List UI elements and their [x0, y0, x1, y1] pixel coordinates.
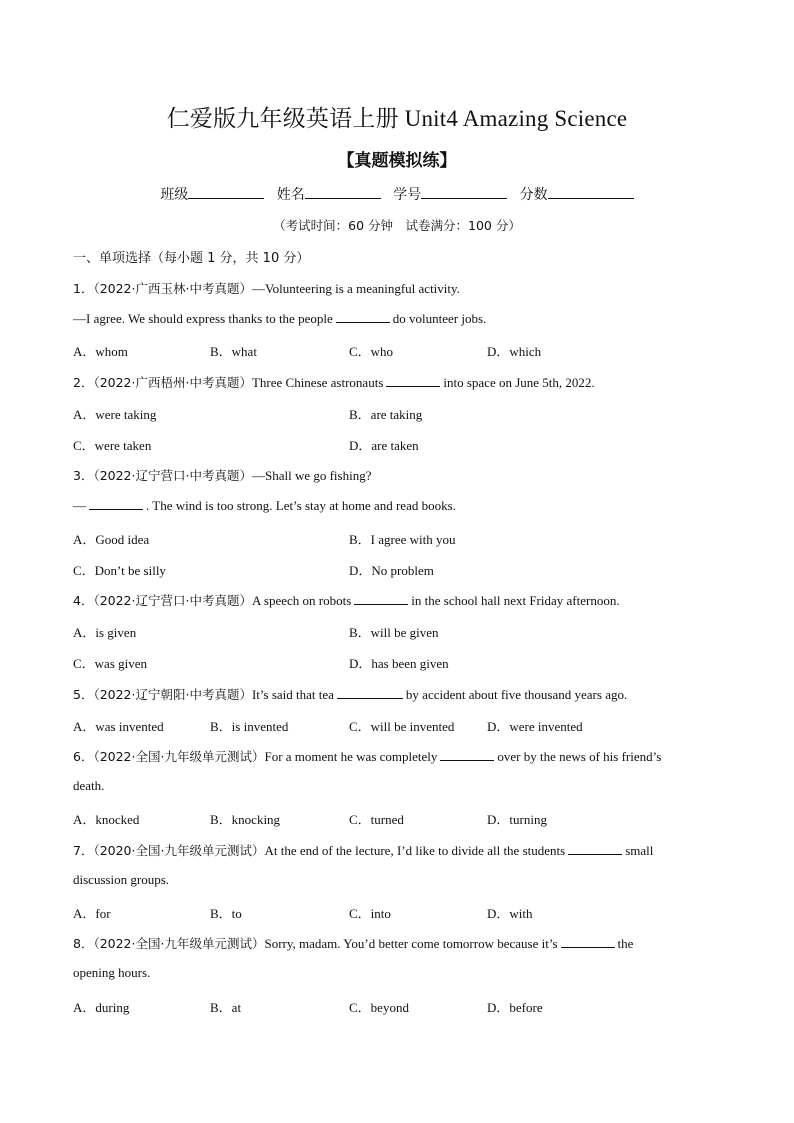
q3-option-c[interactable]: C．Don’t be silly	[73, 563, 166, 578]
question-source: （2022·广西玉林·中考真题）	[93, 281, 252, 296]
q4-option-d[interactable]: D．has been given	[349, 656, 449, 671]
q2-option-a[interactable]: A．were taking	[73, 407, 157, 422]
score-label: 分数	[519, 187, 548, 203]
question-source: （2022·全国·九年级单元测试）	[93, 936, 265, 951]
question-source: （2022·辽宁营口·中考真题）	[93, 593, 252, 608]
question-4-stem: 4．（2022·辽宁营口·中考真题）A speech on robots in the school hall next Friday afternoon.	[73, 593, 620, 608]
q2-option-d[interactable]: D．are taken	[349, 438, 419, 453]
answer-blank[interactable]	[354, 592, 408, 605]
question-8-stem: 8．（2022·全国·九年级单元测试）Sorry, madam. You’d better come tomorrow because it’s the	[73, 936, 634, 951]
q5-option-b[interactable]: B．is invented	[210, 719, 289, 734]
page-subtitle: 【真题模拟练】	[337, 151, 457, 171]
q7-option-b[interactable]: B．to	[210, 906, 242, 921]
q6-option-a[interactable]: A．knocked	[73, 812, 140, 827]
question-7-line2: discussion groups.	[73, 872, 170, 887]
q5-option-d[interactable]: D．were invented	[487, 719, 583, 734]
question-source: （2022·广西梧州·中考真题）	[93, 375, 252, 390]
page-title: 仁爱版九年级英语上册 Unit4 Amazing Science	[166, 106, 628, 131]
q6-option-c[interactable]: C．turned	[349, 812, 404, 827]
question-source: （2022·辽宁朝阳·中考真题）	[93, 687, 252, 702]
question-8-line2: opening hours.	[73, 965, 151, 980]
q8-option-d[interactable]: D．before	[487, 1000, 543, 1015]
q6-option-b[interactable]: B．knocking	[210, 812, 281, 827]
name-blank[interactable]	[305, 184, 381, 199]
question-source: （2022·全国·九年级单元测试）	[93, 749, 265, 764]
question-6-line2: death.	[73, 778, 105, 793]
q4-option-a[interactable]: A．is given	[73, 625, 137, 640]
q6-option-d[interactable]: D．turning	[487, 812, 547, 827]
name-label: 姓名	[276, 187, 305, 203]
question-3-line2: — . The wind is too strong. Let’s stay at home and read books.	[73, 498, 456, 513]
number-blank[interactable]	[421, 184, 507, 199]
q5-option-c[interactable]: C．will be invented	[349, 719, 455, 734]
score-blank[interactable]	[548, 184, 634, 199]
answer-blank[interactable]	[386, 374, 440, 387]
q1-option-d[interactable]: D．which	[487, 344, 542, 359]
student-info-line	[0, 184, 794, 204]
question-source: （2022·辽宁营口·中考真题）	[93, 468, 252, 483]
question-7-stem: 7．（2020·全国·九年级单元测试）At the end of the lecture, I’d like to divide all the students small	[73, 843, 654, 858]
number-label: 学号	[393, 187, 422, 203]
q3-option-b[interactable]: B．I agree with you	[349, 532, 456, 547]
answer-blank[interactable]	[440, 748, 494, 761]
q4-option-c[interactable]: C．was given	[73, 656, 148, 671]
q2-option-c[interactable]: C．were taken	[73, 438, 152, 453]
q7-option-a[interactable]: A．for	[73, 906, 111, 921]
q7-option-d[interactable]: D．with	[487, 906, 533, 921]
q1-option-c[interactable]: C．who	[349, 344, 394, 359]
question-1-line2: —I agree. We should express thanks to the people do volunteer jobs.	[73, 311, 487, 326]
class-label: 班级	[160, 187, 189, 203]
section-heading: 一、单项选择（每小题 1 分，共 10 分）	[73, 251, 310, 266]
question-2-stem: 2．（2022·广西梧州·中考真题）Three Chinese astronauts into space on June 5th, 2022.	[73, 375, 595, 390]
q5-option-a[interactable]: A．was invented	[73, 719, 164, 734]
answer-blank[interactable]	[336, 310, 390, 323]
q8-option-b[interactable]: B．at	[210, 1000, 242, 1015]
answer-blank[interactable]	[561, 935, 615, 948]
q7-option-c[interactable]: C．into	[349, 906, 391, 921]
q2-option-b[interactable]: B．are taking	[349, 407, 423, 422]
answer-blank[interactable]	[337, 686, 403, 699]
answer-blank[interactable]	[89, 497, 143, 510]
q8-option-a[interactable]: A．during	[73, 1000, 130, 1015]
q3-option-a[interactable]: A．Good idea	[73, 532, 150, 547]
question-3-stem: 3．（2022·辽宁营口·中考真题）—Shall we go fishing?	[73, 468, 372, 483]
question-6-stem: 6．（2022·全国·九年级单元测试）For a moment he was completely over by the news of his friend’s	[73, 749, 662, 764]
question-source: （2020·全国·九年级单元测试）	[93, 843, 265, 858]
q1-option-b[interactable]: B．what	[210, 344, 257, 359]
q8-option-c[interactable]: C．beyond	[349, 1000, 409, 1015]
question-1-stem: 1．（2022·广西玉林·中考真题）—Volunteering is a meaningful activity.	[73, 281, 460, 296]
answer-blank[interactable]	[568, 842, 622, 855]
q1-option-a[interactable]: A．whom	[73, 344, 128, 359]
question-5-stem: 5．（2022·辽宁朝阳·中考真题）It’s said that tea by accident about five thousand years ago.	[73, 687, 628, 702]
q3-option-d[interactable]: D．No problem	[349, 563, 434, 578]
q4-option-b[interactable]: B．will be given	[349, 625, 439, 640]
class-blank[interactable]	[188, 184, 264, 199]
exam-time-note: （考试时间：60 分钟 试卷满分：100 分）	[273, 218, 521, 233]
